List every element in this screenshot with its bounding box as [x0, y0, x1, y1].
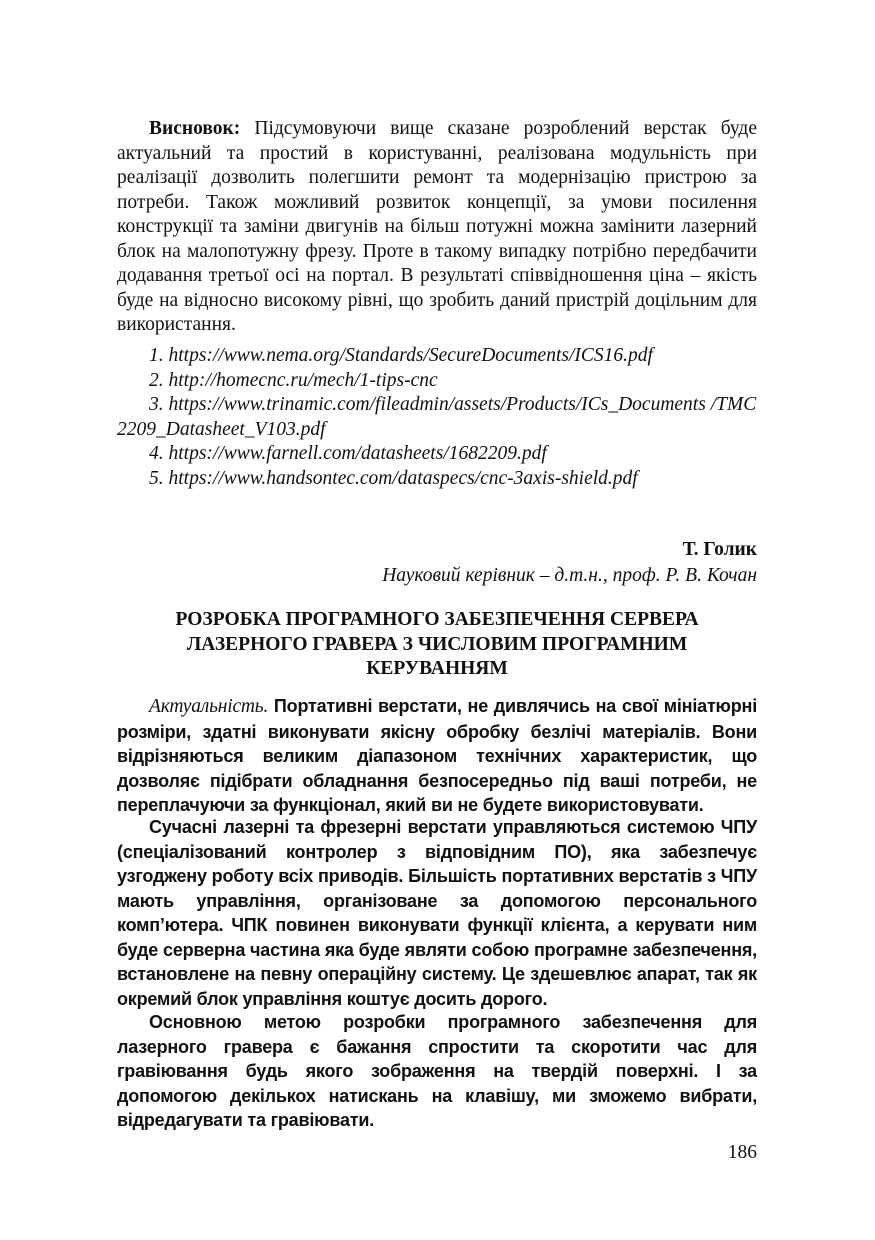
- paragraph-2-text: Сучасні лазерні та фрезерні верстати управляються системою ЧПУ (спеціалізований контролер з відповідним ПО), яка забезпечує узгоджену роботу всіх приводів. Більшість портативних верстатів з ЧПУ мають управління, організоване за допомогою персонального комп’ютера. ЧПК повинен виконувати функції клієнта, а керувати ним буде серверна частина яка буде являти собою програмне забезпечення, встановлене на певну операційну систему. Це здешевлює апарат, так як окремий блок управління коштує досить дорого.: [117, 817, 757, 1009]
- author-name: Т. Голик: [682, 539, 757, 560]
- article-title: РОЗРОБКА ПРОГРАМНОГО ЗАБЕЗПЕЧЕННЯ СЕРВЕРА ЛАЗЕРНОГО ГРАВЕРА З ЧИСЛОВИМ ПРОГРАМНИМ КЕРУВАННЯМ: [175, 609, 699, 679]
- body-paragraph-3: [117, 1010, 757, 1133]
- page-number: 186: [727, 1142, 757, 1163]
- reference-number: 2.: [149, 369, 164, 391]
- reference-number: 3.: [149, 394, 164, 415]
- reference-text: https://www.handsontec.com/dataspecs/cnc-3axis-shield.pdf: [168, 467, 638, 489]
- reference-item: [117, 369, 757, 394]
- paragraph-3-text: Основною метою розробки програмного забезпечення для лазерного гравера є бажання спростити та скоротити час для гравіювання будь якого зображення на твердій поверхні. І за допомогою декількох натискань на клавішу, ми зможемо вибрати, відредагувати та гравіювати.: [117, 1012, 757, 1130]
- body-paragraph-2: [117, 815, 757, 1011]
- reference-text: https://www.farnell.com/datasheets/1682209.pdf: [168, 443, 547, 464]
- reference-item: [117, 442, 757, 467]
- conclusion-section: [117, 117, 757, 338]
- relevance-paragraph: [117, 694, 757, 818]
- supervisor-line: Науковий керівник – д.т.н., проф. Р. В. Кочан: [382, 565, 757, 586]
- conclusion-paragraph: [117, 117, 757, 338]
- reference-text: https://www.trinamic.com/fileadmin/assets/Products/ICs_Documents /TMC2209_Datasheet_V103.pdf: [117, 394, 757, 440]
- reference-item: [117, 393, 757, 442]
- conclusion-text: Підсумовуючи вище сказане розроблений верстак буде актуальний та простий в користуванні, реалізована модульність при реалізації дозволить полегшити ремонт та модернізацію пристрою за потреби. Також можливий розвиток концепції, за умови посилення конструкції та заміни двигунів на більш потужні можна замінити лазерний блок на малопотужну фрезу. Проте в такому випадку потрібно передбачити додавання третьої осі на портал. В результаті співвідношення ціна – якість буде на відносно високому рівні, що зробить даний пристрій доцільним для використання.: [117, 118, 757, 335]
- reference-number: 5.: [149, 467, 164, 489]
- reference-list: [117, 344, 757, 491]
- conclusion-lead: Висновок:: [149, 118, 241, 139]
- reference-text: http://homecnc.ru/mech/1-tips-cnc: [168, 369, 438, 391]
- reference-item: [117, 467, 757, 492]
- relevance-section: [117, 694, 757, 818]
- author-block: [382, 537, 757, 589]
- relevance-label: Актуальність.: [149, 696, 269, 717]
- relevance-text: Портативні верстати, не дивлячись на свої мініатюрні розміри, здатні виконувати якісну обробку безлічі матеріалів. Вони відрізняються великим діапазоном технічних характеристик, що дозволяє підібрати обладнання безпосередньо під ваші потреби, не переплачуючи за функціонал, який ви не будете використовувати.: [117, 696, 757, 815]
- reference-number: 4.: [149, 443, 164, 464]
- reference-number: 1.: [149, 345, 164, 366]
- reference-item: [117, 344, 757, 369]
- reference-text: https://www.nema.org/Standards/SecureDocuments/ICS16.pdf: [168, 345, 653, 366]
